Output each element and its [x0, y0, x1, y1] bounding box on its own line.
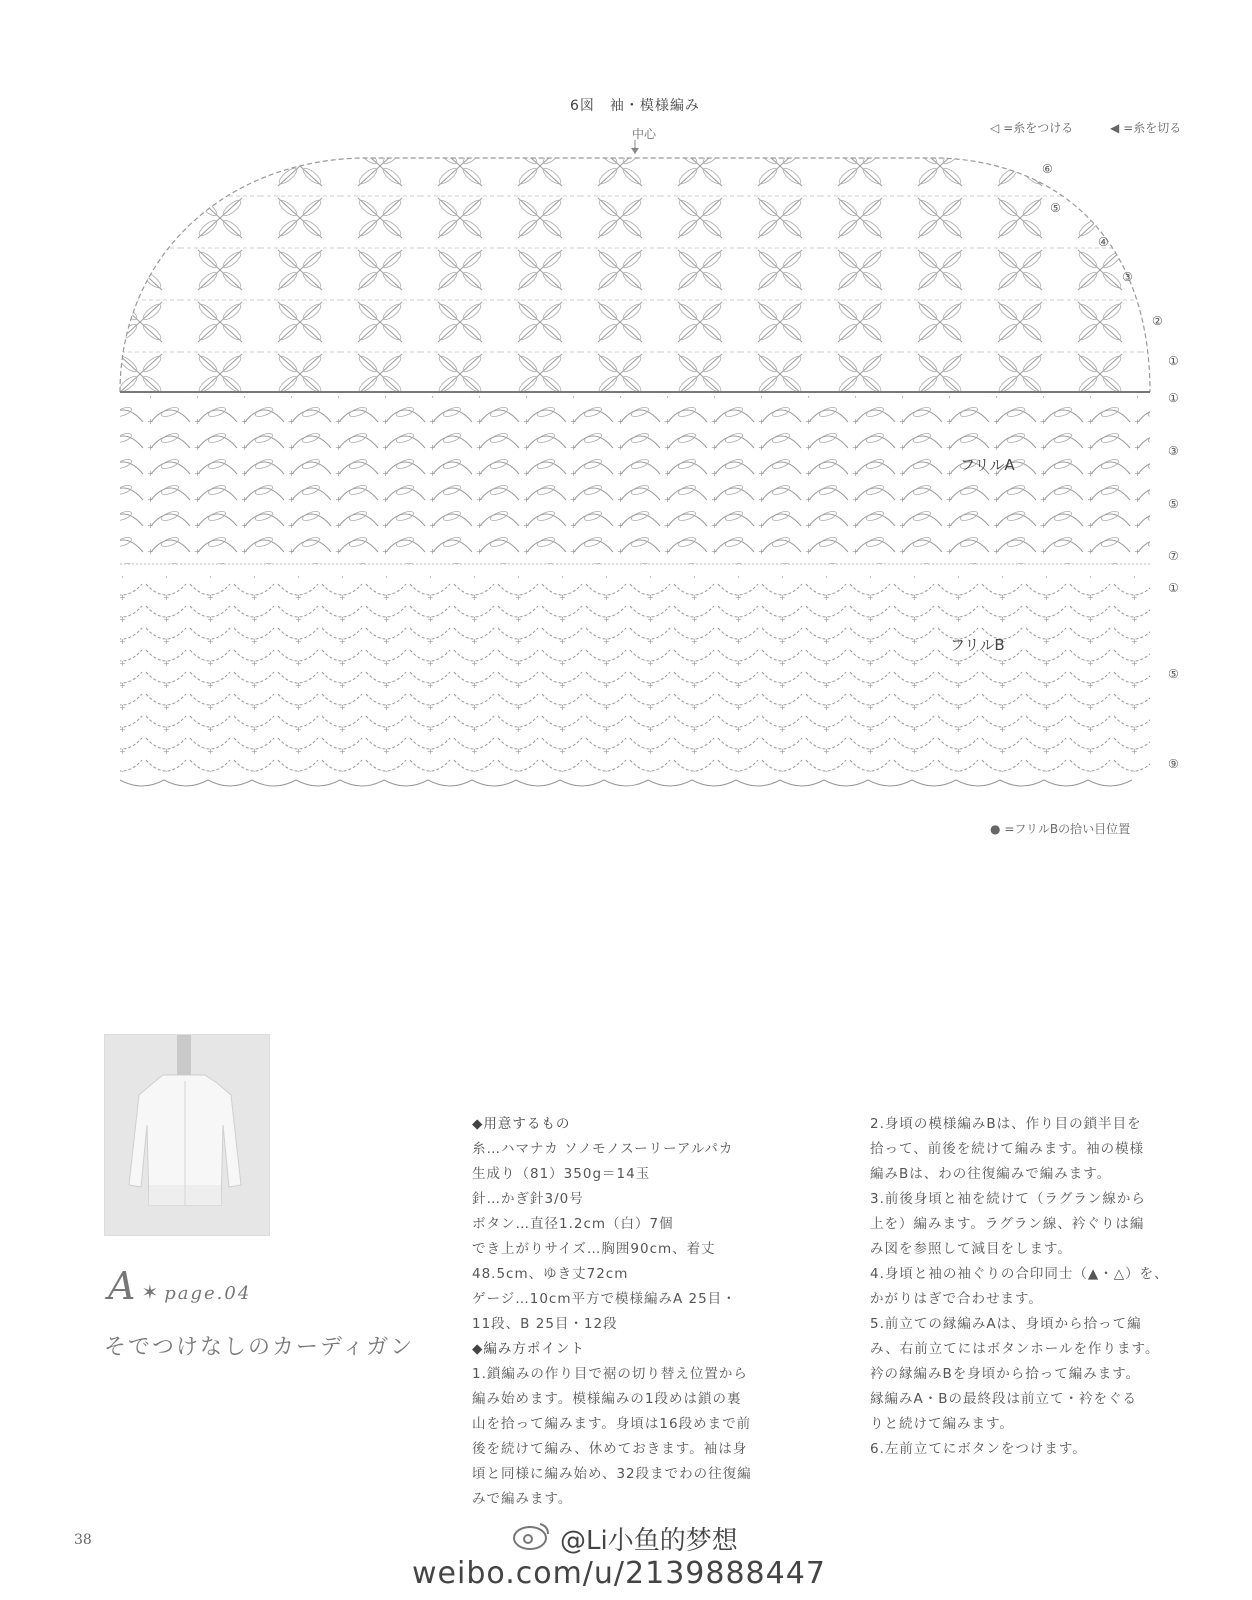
instruction-heading: ◆用意するもの — [472, 1116, 571, 1132]
legend-cut-text: =糸を切る — [1123, 121, 1182, 135]
instruction-line: ボタン…直径1.2cm（白）7個 — [472, 1216, 674, 1232]
frill-a-row-3: ③ — [1168, 444, 1179, 458]
instruction-line: 針…かぎ針3/0号 — [472, 1191, 584, 1207]
filled-triangle-icon: ◀ — [1110, 121, 1120, 135]
instructions-col-1 — [472, 1112, 832, 1512]
instruction-line: 生成り（81）350g＝14玉 — [472, 1166, 651, 1182]
instruction-line: み、右前立てにはボタンホールを作ります。 — [870, 1341, 1160, 1357]
watermark-handle: @Li小鱼的梦想 — [560, 1526, 738, 1556]
sleeve-row-6: ⑥ — [1042, 162, 1053, 176]
frill-a-row-7: ⑦ — [1168, 549, 1179, 563]
sleeve-row-2: ② — [1152, 314, 1163, 328]
instruction-line: 衿の縁編みBを身頃から拾って編みます。 — [870, 1366, 1141, 1382]
instruction-line: 6.左前立てにボタンをつけます。 — [870, 1441, 1087, 1457]
open-triangle-icon: ◁ — [990, 121, 1000, 135]
instruction-line: み図を参照して減目をします。 — [870, 1241, 1072, 1257]
frill-a-row-5: ⑤ — [1168, 497, 1179, 511]
legend-cut-yarn — [1110, 119, 1181, 136]
weibo-logo-icon — [512, 1520, 552, 1556]
star-icon: ✶ — [141, 1280, 159, 1304]
instruction-line: みで編みます。 — [472, 1491, 573, 1507]
frill-a-label: フリルA — [960, 456, 1015, 474]
sleeve-row-1: ① — [1168, 354, 1179, 368]
instruction-line: 1.鎖編みの作り目で裾の切り替え位置から — [472, 1366, 748, 1382]
watermark-url: weibo.com/u/2139888447 — [412, 1556, 826, 1591]
page-number: 38 — [74, 1532, 92, 1548]
figure-title: 6図 袖・模様編み — [570, 98, 700, 114]
instruction-line: 5.前立ての縁編みAは、身頃から拾って編 — [870, 1316, 1142, 1332]
pickup-legend-text: =フリルBの拾い目位置 — [1004, 822, 1131, 836]
frill-b-pattern — [120, 576, 1150, 786]
center-label: 中心 — [632, 127, 657, 141]
instruction-line: 糸…ハマナカ ソノモノスーリーアルパカ — [472, 1141, 734, 1157]
legend-attach-text: =糸をつける — [1003, 121, 1074, 135]
instruction-line: 48.5cm、ゆき丈72cm — [472, 1266, 629, 1282]
pickup-legend — [990, 820, 1130, 837]
instruction-line: 山を拾って編みます。身頃は16段めまで前 — [472, 1416, 752, 1432]
instruction-line: かがりはぎで合わせます。 — [870, 1291, 1043, 1307]
instruction-line: 4.身頃と袖の袖ぐりの合印同士（▲・△）を、 — [870, 1266, 1169, 1282]
frill-b-row-1: ① — [1168, 581, 1179, 595]
instruction-line: 編みBは、わの往復編みで編みます。 — [870, 1166, 1112, 1182]
frill-a-row-1: ① — [1168, 391, 1179, 405]
instruction-line: 11段、B 25目・12段 — [472, 1316, 618, 1332]
product-photo — [104, 1034, 270, 1236]
frill-b-label: フリルB — [950, 636, 1005, 654]
instruction-line: 縁編みA・Bの最終段は前立て・衿をぐる — [870, 1391, 1137, 1407]
instruction-line: 2.身頃の模様編みBは、作り目の鎖半目を — [870, 1116, 1142, 1132]
instruction-line: でき上がりサイズ…胸囲90cm、着丈 — [472, 1241, 716, 1257]
dot-icon: ● — [990, 822, 1001, 836]
instruction-line: 3.前後身頃と袖を続けて（ラグラン線から — [870, 1191, 1146, 1207]
sleeve-row-4: ④ — [1098, 235, 1109, 249]
frill-a-pattern — [120, 396, 1150, 564]
instructions-col-2 — [870, 1112, 1220, 1462]
frill-b-row-9: ⑨ — [1168, 757, 1179, 771]
sleeve-pattern — [100, 140, 1200, 400]
instruction-line: ゲージ…10cm平方で模様編みA 25目・ — [472, 1291, 737, 1307]
instruction-heading: ◆編み方ポイント — [472, 1341, 585, 1357]
product-title: そでつけなしのカーディガン — [104, 1335, 415, 1360]
legend-attach-yarn — [990, 119, 1073, 136]
sleeve-row-5: ⑤ — [1050, 201, 1061, 215]
page-ref-text: page.04 — [164, 1283, 252, 1304]
instruction-line: 編み始めます。模様編みの1段めは鎖の裏 — [472, 1391, 742, 1407]
instruction-line: りと続けて編みます。 — [870, 1416, 1014, 1432]
instruction-line: 頃と同様に編み始め、32段までわの往復編 — [472, 1466, 752, 1482]
frill-b-row-5: ⑤ — [1168, 667, 1179, 681]
instruction-line: 拾って、前後を続けて編みます。袖の模様 — [870, 1141, 1145, 1157]
instruction-line: 上を）編みます。ラグラン線、衿ぐりは編 — [870, 1216, 1145, 1232]
page-reference — [108, 1264, 251, 1308]
sleeve-row-3: ③ — [1122, 270, 1133, 284]
crochet-chart — [100, 140, 1200, 820]
product-initial: A — [108, 1264, 136, 1308]
instruction-line: 後を続けて編み、休めておきます。袖は身 — [472, 1441, 748, 1457]
